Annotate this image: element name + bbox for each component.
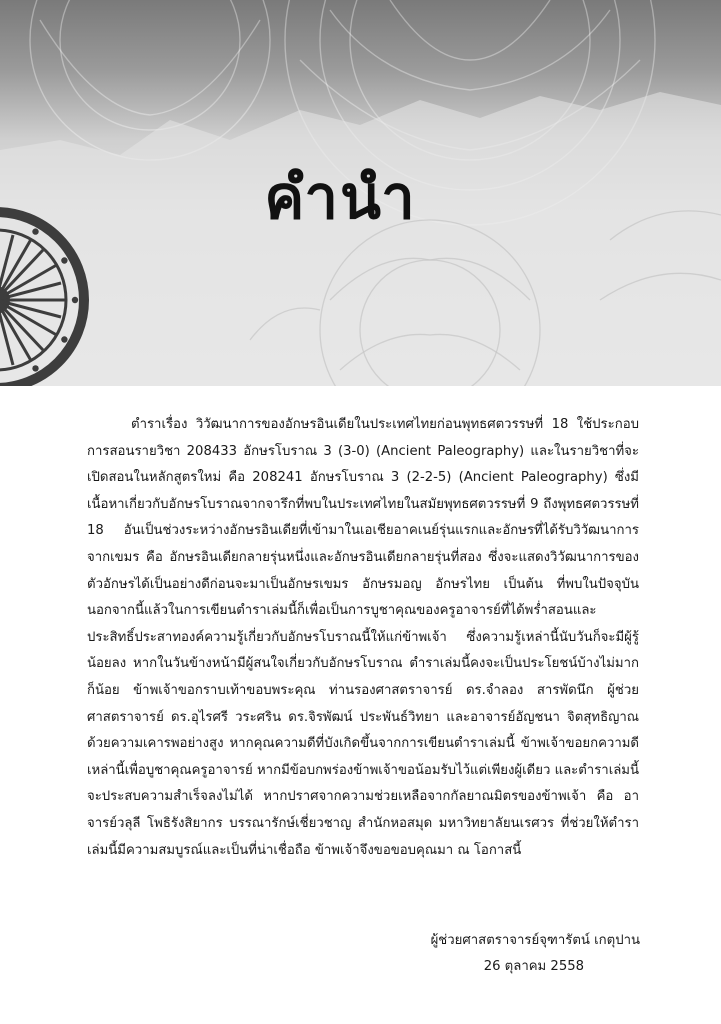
signature-block <box>380 928 640 980</box>
signature-date: 26 ตุลาคม 2558 <box>483 959 584 974</box>
author-name: ผู้ช่วยศาสตราจารย์จุฑารัตน์ เกตุปาน <box>430 933 640 948</box>
page-title: คำนำ <box>264 163 417 233</box>
decorative-header-background <box>0 0 721 386</box>
foreword-paragraph: ตำราเรื่อง วิวัฒนาการของอักษรอินเดียในประเทศไทยก่อนพุทธศตวรรษที่ 18 ใช้ประกอบการสอนรายวิชา 208433 อักษรโบราณ 3 (3-0) (Ancient Paleography) และในรายวิชาที่จะเปิดสอนในหลักสูตรใหม่ คือ 208241 อักษรโบราณ 3 (2-2-5) (Ancient Paleography) ซึ่งมีเนื้อหาเกี่ยวกับอักษรโบราณจากจารึกที่พบในประเทศไทยในสมัยพุทธศตวรรษที่ 9 ถึงพุทธศตวรรษที่ 18 อันเป็นช่วงระหว่างอักษรอินเดียที่เข้ามาในเอเชียอาคเนย์รุ่นแรกและอักษรที่ได้รับวิวัฒนาการจากเขมร คือ อักษรอินเดียกลายรุ่นหนึ่งและอักษรอินเดียกลายรุ่นที่สอง ซึ่งจะแสดงวิวัฒนาการของตัวอักษรได้เป็นอย่างดีก่อนจะมาเป็นอักษรเขมร อักษรมอญ อักษรไทย เป็นต้น ที่พบในปัจจุบัน นอกจากนี้แล้วในการเขียนตำราเล่มนี้ก็เพื่อเป็นการบูชาคุณของครูอาจารย์ที่ได้พร่ำสอนและประสิทธิ์ประสาทองค์ความรู้เกี่ยวกับอักษรโบราณนี้ให้แก่ข้าพเจ้า ซึ่งความรู้เหล่านี้นับวันก็จะมีผู้รู้น้อยลง หากในวันข้างหน้ามีผู้สนใจเกี่ยวกับอักษรโบราณ ตำราเล่มนี้คงจะเป็นประโยชน์บ้างไม่มากก็น้อย ข้าพเจ้าขอกราบเท้าขอบพระคุณ ท่านรองศาสตราจารย์ ดร.จำลอง สารพัดนึก ผู้ช่วยศาสตราจารย์ ดร.อุไรศรี วระศริน ดร.จิรพัฒน์ ประพันธ์วิทยา และอาจารย์อัญชนา จิตสุทธิญาณ ด้วยความเคารพอย่างสูง หากคุณความดีที่บังเกิดขึ้นจากการเขียนตำราเล่มนี้ ข้าพเจ้าขอยกความดีเหล่านี้เพื่อบูชาคุณครูอาจารย์ หากมีข้อบกพร่องข้าพเจ้าขอน้อมรับไว้แต่เพียงผู้เดียว และตำราเล่มนี้จะประสบความสำเร็จลงไม่ได้ หากปราศจากความช่วยเหลือจากกัลยาณมิตรของข้าพเจ้า คือ อาจารย์วลุลี โพธิรังสิยากร บรรณารักษ์เชี่ยวชาญ สำนักหอสมุด มหาวิทยาลัยนเรศวร ที่ช่วยให้ตำราเล่มนี้มีความสมบูรณ์และเป็นที่น่าเชื่อถือ ข้าพเจ้าจึงขอขอบคุณมา ณ โอกาสนี้ <box>87 417 639 858</box>
